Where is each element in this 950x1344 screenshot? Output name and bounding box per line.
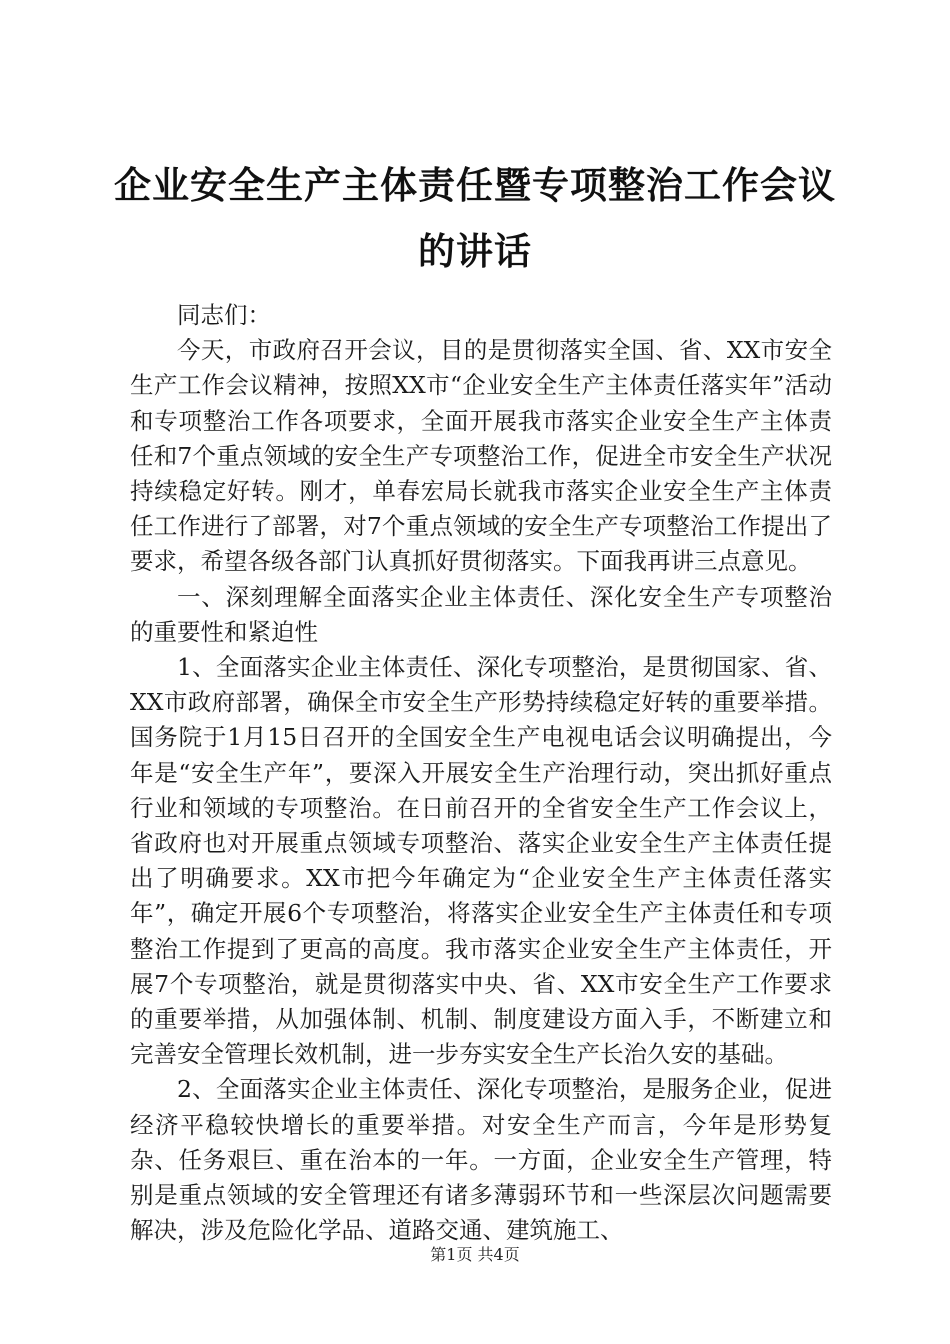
section-heading-1: 一、深刻理解全面落实企业主体责任、深化安全生产专项整治的重要性和紧迫性 xyxy=(130,582,832,646)
document-body xyxy=(130,298,832,1248)
document-title: 企业安全生产主体责任暨专项整治工作会议的讲话 xyxy=(114,163,836,273)
point-2-paragraph: 2、全面落实企业主体责任、深化专项整治，是服务企业，促进经济平稳较快增长的重要举措。对安全生产而言，今年是形势复杂、任务艰巨、重在治本的一年。一方面，企业安全生产管理，特别是重点领域的安全管理还有诸多薄弱环节和一些深层次问题需要解决，涉及危险化学品、道路交通、建筑施工、 xyxy=(130,1075,832,1245)
point-1-paragraph: 1、全面落实企业主体责任、深化专项整治，是贯彻国家、省、XX市政府部署，确保全市安全生产形势持续稳定好转的重要举措。国务院于1月15日召开的全国安全生产电视电话会议明确提出，今年是“安全生产年”，要深入开展安全生产治理行动，突出抓好重点行业和领域的专项整治。在日前召开的全省安全生产工作会议上，省政府也对开展重点领域专项整治、落实企业安全生产主体责任提出了明确要求。XX市把今年确定为“企业安全生产主体责任落实年”，确定开展6个专项整治，将落实企业安全生产主体责任和专项整治工作提到了更高的高度。我市落实企业安全生产主体责任，开展7个专项整治，就是贯彻落实中央、省、XX市安全生产工作要求的重要举措，从加强体制、机制、制度建设方面入手，不断建立和完善安全管理长效机制，进一步夯实安全生产长治久安的基础。 xyxy=(130,653,832,1069)
intro-paragraph: 今天，市政府召开会议，目的是贯彻落实全国、省、XX市安全生产工作会议精神，按照XX市“企业安全生产主体责任落实年”活动和专项整治工作各项要求，全面开展我市落实企业安全生产主体责任和7个重点领域的安全生产专项整治工作，促进全市安全生产状况持续稳定好转。刚才，单春宏局长就我市落实企业安全生产主体责任工作进行了部署，对7个重点领域的安全生产专项整治工作提出了要求，希望各级各部门认真抓好贯彻落实。下面我再讲三点意见。 xyxy=(130,336,832,576)
salutation-paragraph: 同志们： xyxy=(177,301,271,329)
page-footer: 第1页 共4页 xyxy=(430,1245,520,1264)
